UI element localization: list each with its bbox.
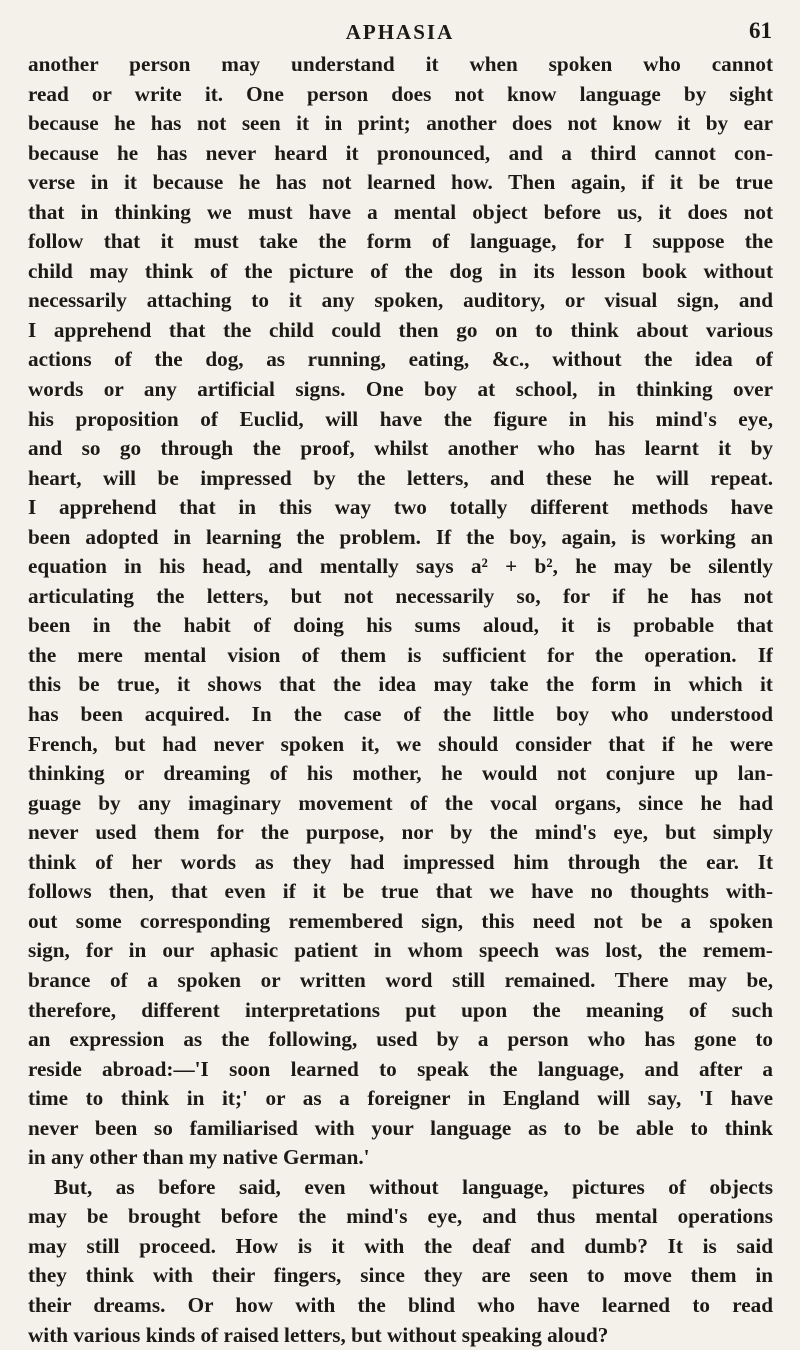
text-line: words or any artificial signs. One boy at school, in thinking over <box>28 377 773 402</box>
text-line: equation in his head, and mentally says a² + b², he may be silently <box>28 554 773 579</box>
text-line: out some corresponding remembered sign, this need not be a spoken <box>28 908 773 933</box>
page-header <box>0 12 800 52</box>
text-line: child may think of the picture of the dog in its lesson book without <box>28 258 773 283</box>
text-line: time to think in it;' or as a foreigner in England will say, 'I have <box>28 1086 773 1111</box>
text-line: sign, for in our aphasic patient in whom speech was lost, the remem- <box>28 938 773 963</box>
text-line: in any other than my native German.' <box>28 1145 370 1170</box>
text-line: another person may understand it when spoken who cannot <box>28 52 773 76</box>
text-line: I apprehend that in this way two totally different methods have <box>28 495 773 520</box>
text-line: this be true, it shows that the idea may take the form in which it <box>28 672 773 697</box>
text-line: think of her words as they had impressed him through the ear. It <box>28 849 773 874</box>
text-line: an expression as the following, used by a person who has gone to <box>28 1027 773 1052</box>
page-number: 61 <box>749 18 772 43</box>
text-line: been in the habit of doing his sums aloud, it is probable that <box>28 613 773 638</box>
text-line: reside abroad:—'I soon learned to speak the language, and after a <box>28 1056 773 1081</box>
text-line: his proposition of Euclid, will have the figure in his mind's eye, <box>28 406 773 431</box>
text-line: follow that it must take the form of language, for I suppose the <box>28 229 773 254</box>
text-line: articulating the letters, but not necessarily so, for if he has not <box>28 583 773 608</box>
text-line: heart, will be impressed by the letters, and these he will repeat. <box>28 465 773 490</box>
text-line: never been so familiarised with your language as to be able to think <box>28 1115 773 1140</box>
text-line: thinking or dreaming of his mother, he would not conjure up lan- <box>28 761 773 786</box>
text-line: they think with their fingers, since they are seen to move them in <box>28 1263 773 1288</box>
text-line: But, as before said, even without language, pictures of objects <box>54 1174 773 1199</box>
body-text <box>28 50 773 1350</box>
text-line: French, but had never spoken it, we should consider that if he were <box>28 731 773 756</box>
text-line: with various kinds of raised letters, but without speaking aloud? <box>28 1322 609 1347</box>
text-line: may still proceed. How is it with the deaf and dumb? It is said <box>28 1233 773 1258</box>
text-line: guage by any imaginary movement of the vocal organs, since he had <box>28 790 773 815</box>
text-line: I apprehend that the child could then go on to think about various <box>28 317 773 342</box>
text-line: their dreams. Or how with the blind who have learned to read <box>28 1292 773 1317</box>
text-line: brance of a spoken or written word still remained. There may be, <box>28 967 773 992</box>
text-line: been adopted in learning the problem. If the boy, again, is working an <box>28 524 773 549</box>
text-line: because he has never heard it pronounced, and a third cannot con- <box>28 140 773 165</box>
running-head: APHASIA <box>345 20 455 44</box>
text-line: therefore, different interpretations put upon the meaning of such <box>28 997 773 1022</box>
text-line: because he has not seen it in print; another does not know it by ear <box>28 111 773 136</box>
text-line: and so go through the proof, whilst another who has learnt it by <box>28 436 773 461</box>
text-line: never used them for the purpose, nor by the mind's eye, but simply <box>28 820 773 845</box>
text-line: necessarily attaching to it any spoken, auditory, or visual sign, and <box>28 288 773 313</box>
text-line: has been acquired. In the case of the little boy who understood <box>28 702 773 727</box>
text-line: verse in it because he has not learned how. Then again, if it be true <box>28 170 773 195</box>
text-line: may be brought before the mind's eye, and thus mental operations <box>28 1204 773 1229</box>
text-line: follows then, that even if it be true that we have no thoughts with- <box>28 879 773 904</box>
text-line: read or write it. One person does not know language by sight <box>28 81 773 106</box>
text-line: actions of the dog, as running, eating, &c., without the idea of <box>28 347 773 372</box>
text-line: the mere mental vision of them is sufficient for the operation. If <box>28 642 773 667</box>
text-line: that in thinking we must have a mental object before us, it does not <box>28 199 773 224</box>
